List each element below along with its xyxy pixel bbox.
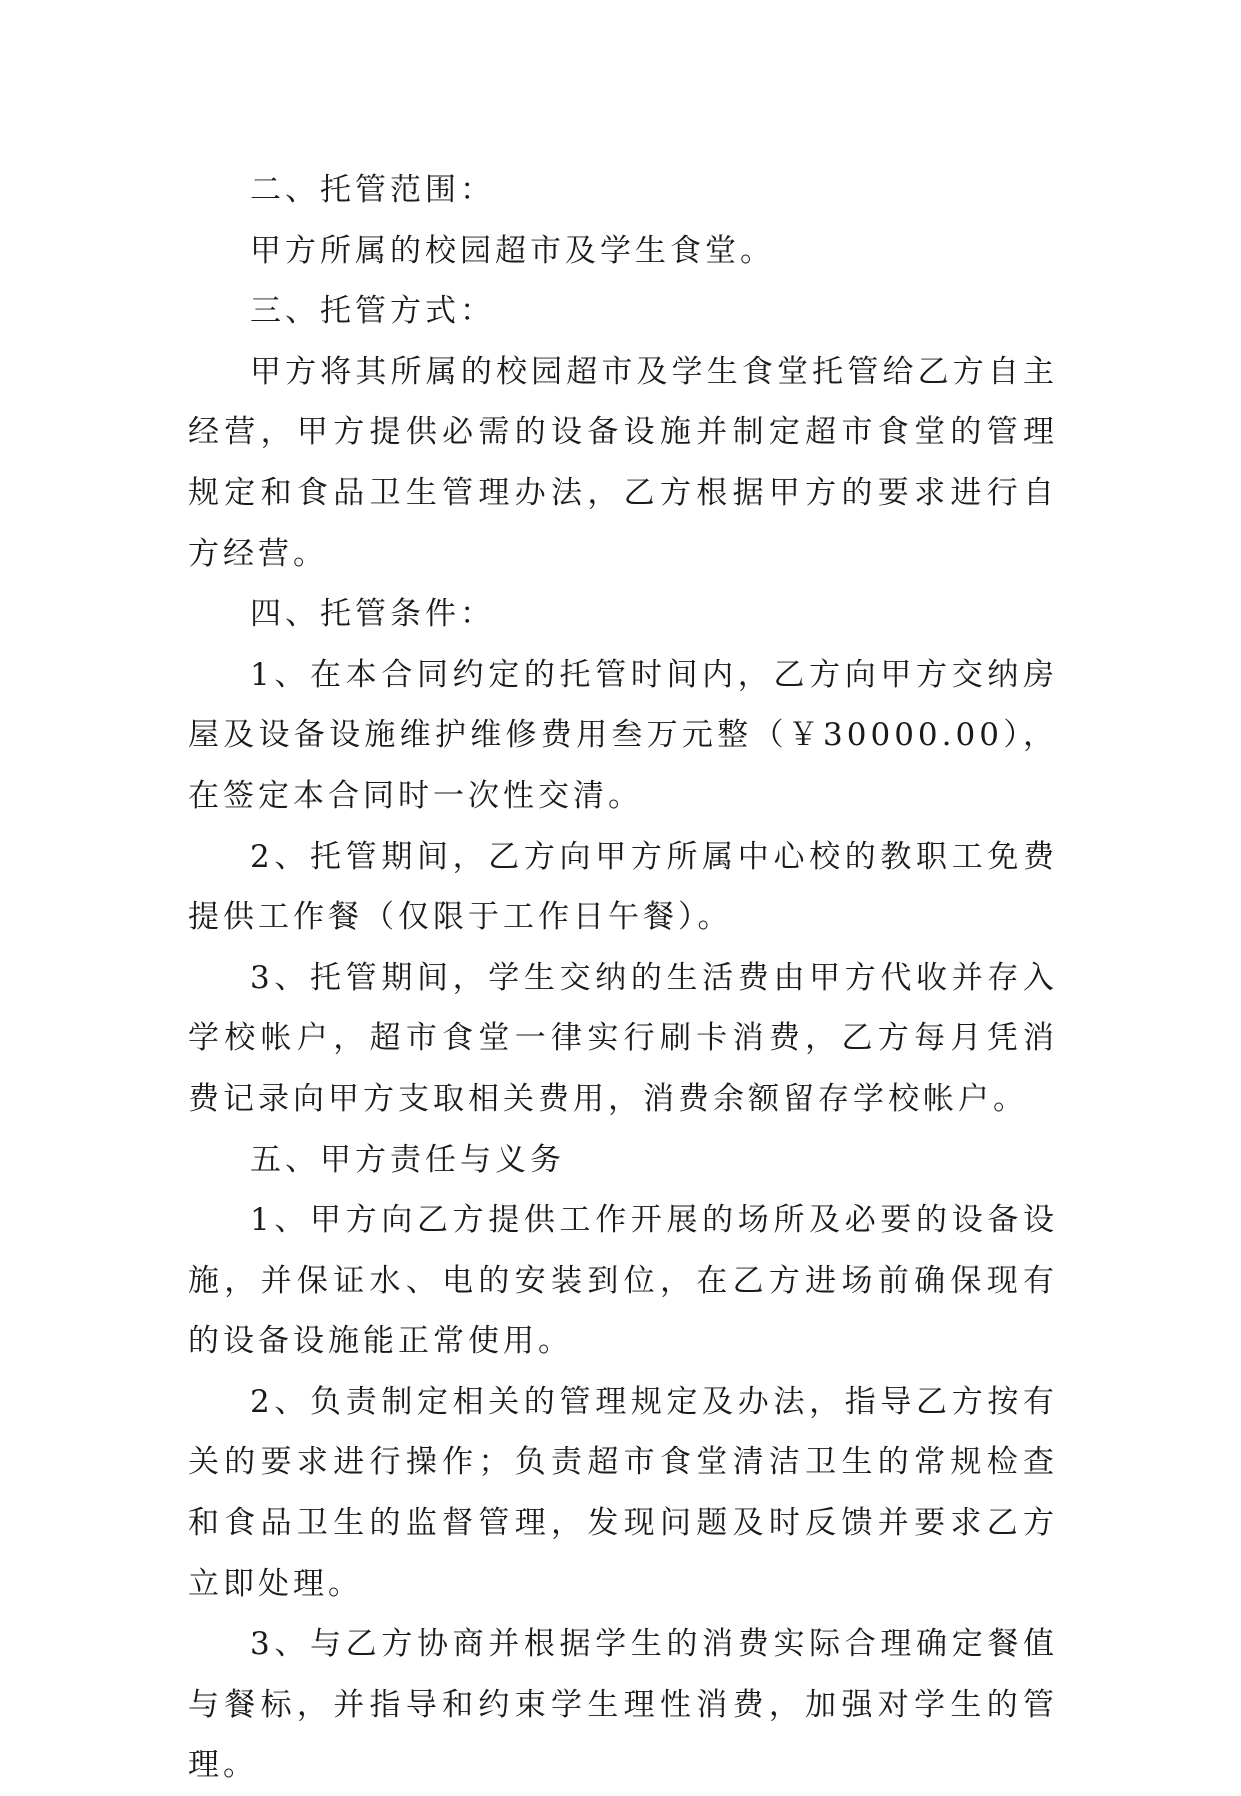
paragraph-duty-2: 2、负责制定相关的管理规定及办法，指导乙方按有关的要求进行操作；负责超市食堂清洁卫生的常规检查和食品卫生的监督管理，发现问题及时反馈并要求乙方立即处理。 [188,1383,1058,1602]
section-heading-party-a-duties: 五、甲方责任与义务 [250,1141,565,1178]
section-heading-scope: 二、托管范围： [250,172,495,208]
paragraph-scope: 甲方所属的校园超市及学生食堂。 [250,232,775,269]
paragraph-duty-1: 1、甲方向乙方提供工作开展的场所及必要的设备设施，并保证水、电的安装到位，在乙方进场前确保现有的设备设施能正常使用。 [188,1202,1058,1360]
paragraph-duty-3: 3、与乙方协商并根据学生的消费实际合理确定餐值与餐标，并指导和约束学生理性消费，加强对学生的管理。 [188,1626,1058,1784]
document-body [188,160,1058,1796]
section-heading-conditions: 四、托管条件： [250,596,495,633]
paragraph-method: 甲方将其所属的校园超市及学生食堂托管给乙方自主经营，甲方提供必需的设备设施并制定超市食堂的管理规定和食品卫生管理办法，乙方根据甲方的要求进行自方经营。 [188,353,1058,572]
section-heading-method: 三、托管方式： [250,293,495,330]
paragraph-condition-3: 3、托管期间，学生交纳的生活费由甲方代收并存入学校帐户，超市食堂一律实行刷卡消费，乙方每月凭消费记录向甲方支取相关费用，消费余额留存学校帐户。 [188,959,1058,1117]
paragraph-condition-1: 1、在本合同约定的托管时间内，乙方向甲方交纳房屋及设备设施维护维修费用叁万元整（￥30000.00），在签定本合同时一次性交清。 [188,656,1058,814]
paragraph-condition-2: 2、托管期间，乙方向甲方所属中心校的教职工免费提供工作餐（仅限于工作日午餐）。 [188,838,1058,936]
